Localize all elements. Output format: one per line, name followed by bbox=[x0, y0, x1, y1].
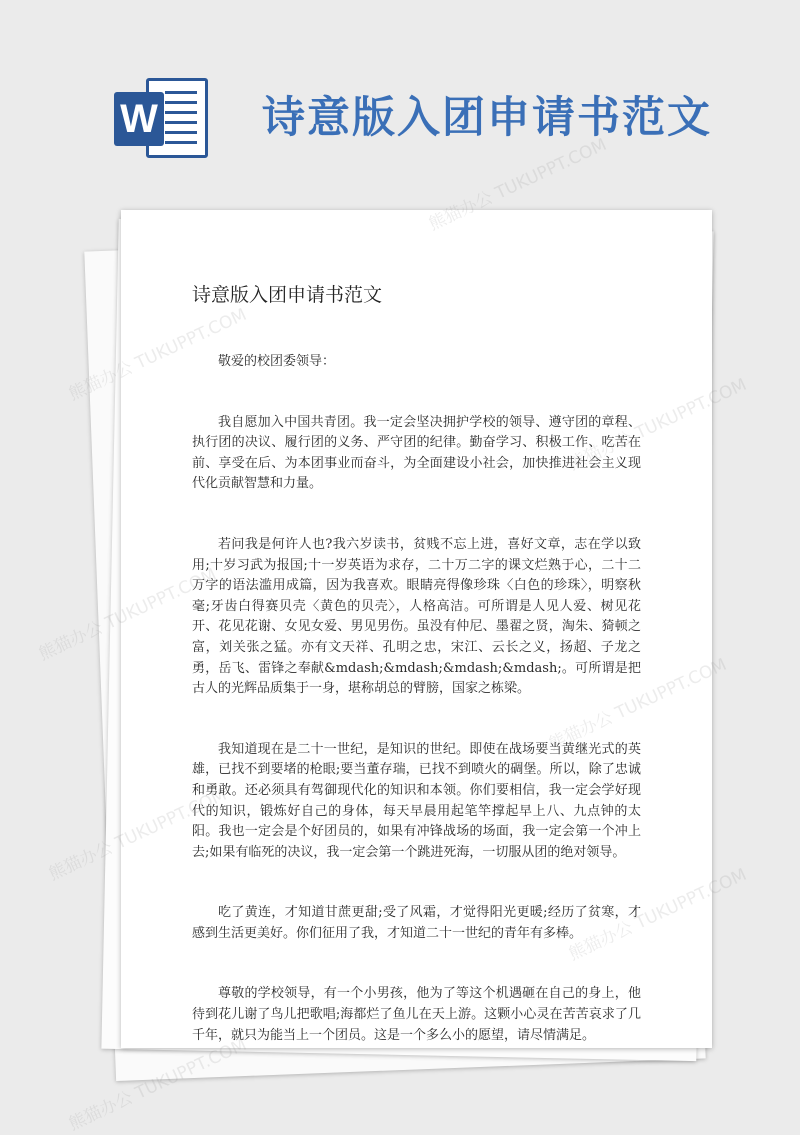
document-title: 诗意版入团申请书范文 bbox=[192, 284, 383, 306]
watermark: 熊猫办公 bbox=[45, 837, 116, 885]
document-page bbox=[121, 210, 712, 1048]
word-logo-badge: W bbox=[114, 92, 164, 146]
banner bbox=[0, 0, 800, 200]
banner-title: 诗意版入团申请书范文 bbox=[262, 93, 712, 143]
paragraph: 尊敬的学校领导，有一个小男孩，他为了等这个机遇砸在自己的身上，他待到花儿谢了鸟儿把歌唱;海都烂了鱼儿在天上游。这颗小心灵在苦苦哀求了几千年，就只为能当上一个团员。这是一个多么小的愿望，请尽情满足。 bbox=[192, 986, 641, 1043]
watermark: 熊猫办公 TUKUPPT.COM bbox=[425, 134, 610, 235]
word-document-icon bbox=[108, 72, 212, 162]
paragraph: 我自愿加入中国共青团。我一定会坚决拥护学校的领导、遵守团的章程、执行团的决议、履行团的义务、严守团的纪律。勤奋学习、积极工作、吃苦在前、享受在后、为本团事业而奋斗，为全面建设小社会，加快推进社会主义现代化贡献智慧和力量。 bbox=[192, 414, 641, 492]
watermark: 熊猫办公 bbox=[35, 617, 106, 665]
paragraph: 若问我是何许人也?我六岁读书，贫贱不忘上进，喜好文章，志在学以致用;十岁习武为报国;十一岁英语为求存，二十万二字的课文烂熟于心，二十二万字的语法滥用成篇，因为我喜欢。眼睛亮得像珍珠〈白色的珍珠〉，明察秋毫;牙齿白得赛贝壳〈黄色的贝壳〉，人格高洁。可所谓是人见人爱、树见花开、花见花谢、女见女爱、男见男伤。虽没有仲尼、墨翟之贤，淘朱、猗顿之富，刘关张之猛。亦有文天祥、孔明之忠，宋江、云长之义，扬超、子龙之勇，岳飞、雷锋之奉献&mdash;&mdash;&mdash;&mdash;。可所谓是把古人的光辉品质集于一身，堪称胡总的臂膀，国家之栋梁。 bbox=[192, 536, 641, 697]
document-body bbox=[192, 352, 641, 1048]
paragraph: 吃了黄连，才知道甘蔗更甜;受了风霜，才觉得阳光更暖;经历了贫寒，才感到生活更美好。你们征用了我，才知道二十一世纪的青年有多棒。 bbox=[192, 905, 641, 941]
paragraph: 我知道现在是二十一世纪，是知识的世纪。即使在战场要当黄继光式的英雄，已找不到要堵的枪眼;要当董存瑞，已找不到喷火的碉堡。所以，除了忠诚和勇敢。还必须具有驾御现代化的知识和本领。你们要相信，我一定会学好现代的知识，锻炼好自己的身体，每天早晨用起笔竿撑起早上八、九点钟的太阳。我也一定会是个好团员的，如果有冲锋战场的场面，我一定会第一个冲上去;如果有临死的决议，我一定会第一个跳进死海，一切服从团的绝对领导。 bbox=[192, 741, 641, 860]
watermark: 熊猫办公 TUKUPPT.COM bbox=[65, 1034, 250, 1135]
salutation: 敬爱的校团委领导： bbox=[218, 354, 336, 369]
